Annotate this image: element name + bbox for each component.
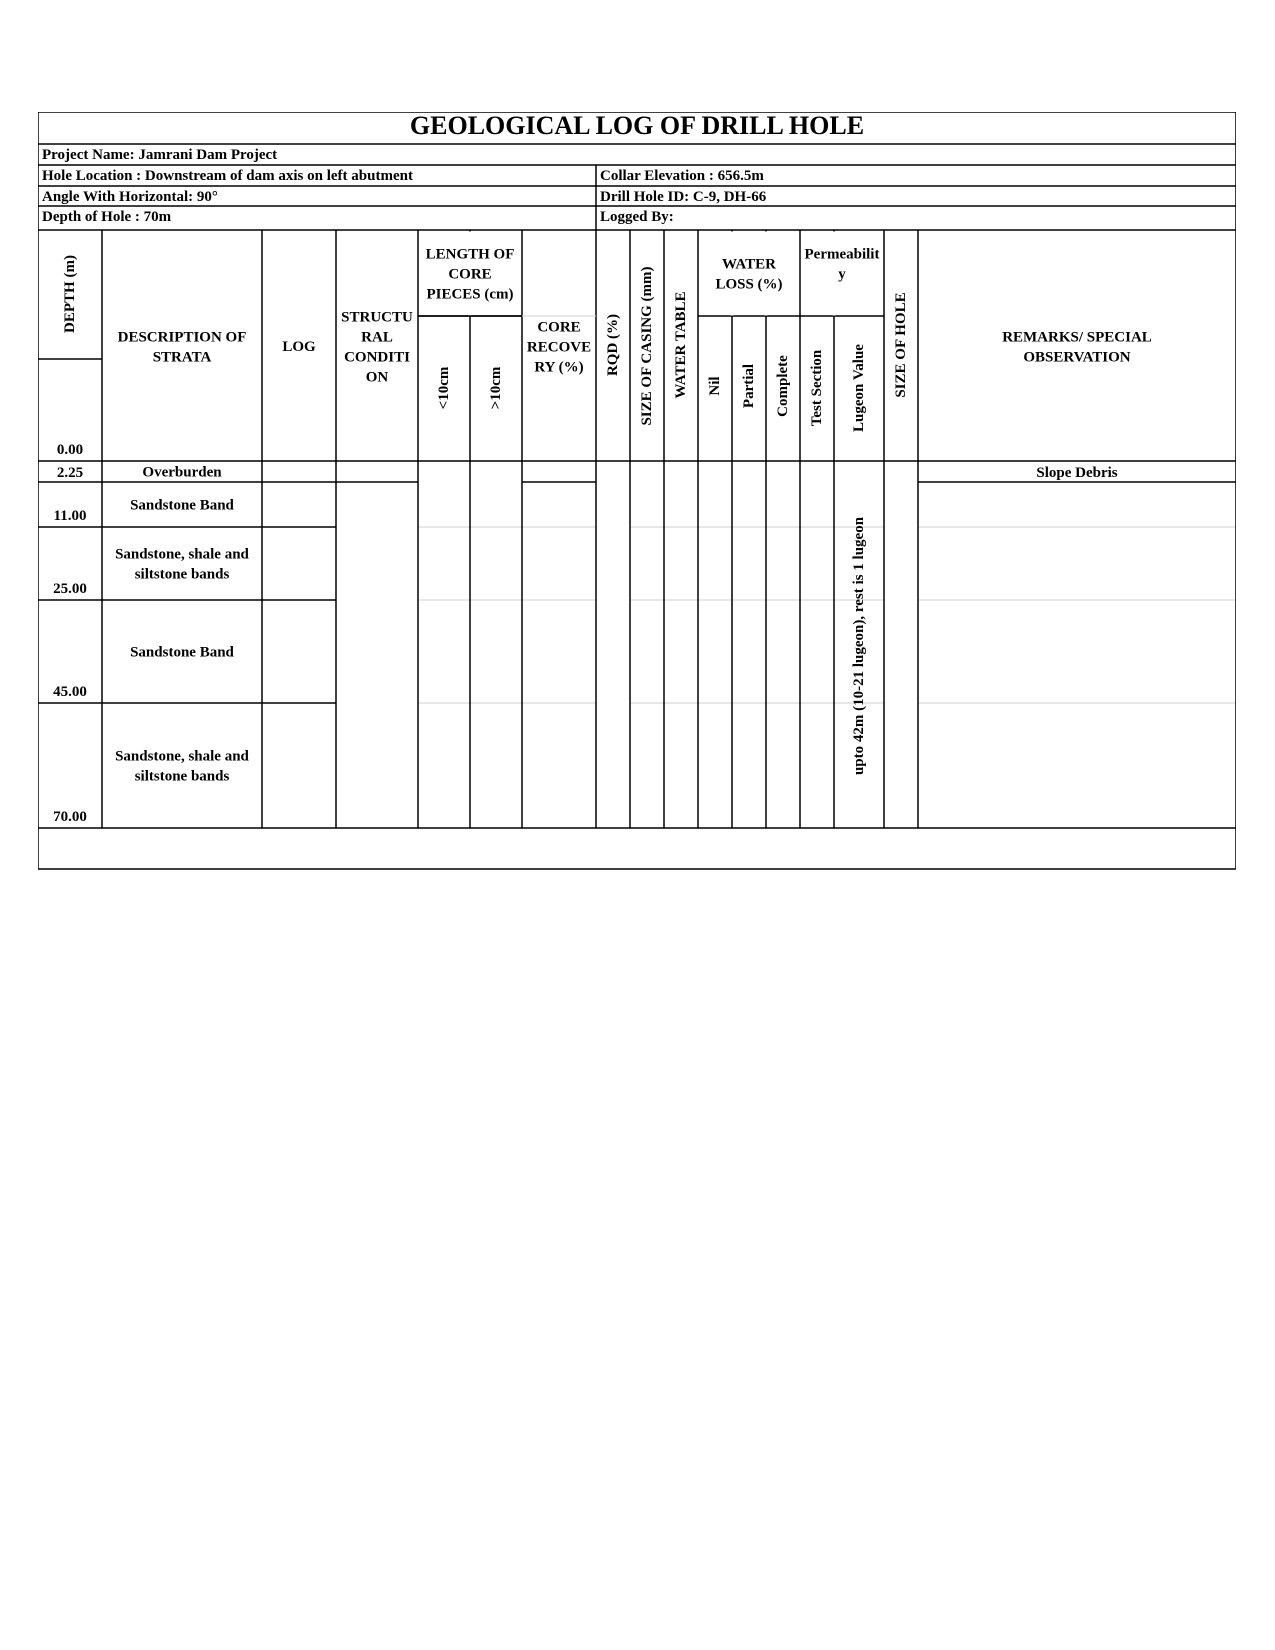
header-test-section: Test Section	[809, 349, 825, 427]
header-depth: DEPTH (m)	[62, 255, 78, 333]
depth-value: 2.25	[56, 465, 84, 481]
header-description-line: STRATA	[152, 349, 212, 366]
logged-by: Logged By:	[600, 209, 674, 225]
header-core-recovery-line: CORE	[537, 319, 581, 336]
drill-log-sheet	[38, 112, 1236, 914]
header-water-table: WATER TABLE	[673, 291, 689, 399]
collar-elevation: Collar Elevation : 656.5m	[600, 168, 764, 184]
header-length-core-line: CORE	[448, 266, 492, 283]
header-permeability-line: y	[838, 266, 846, 283]
strata-description: Sandstone Band	[130, 497, 234, 514]
header-length-core-line: PIECES (cm)	[426, 286, 514, 303]
depth-value: 45.00	[53, 684, 87, 700]
header-remarks-line: REMARKS/ SPECIAL	[1002, 329, 1152, 346]
header-core-recovery-line: RECOVE	[526, 339, 592, 356]
header-casing: SIZE OF CASING (mm)	[639, 266, 655, 426]
depth-start: 0.00	[56, 442, 84, 458]
lugeon-note: upto 42m (10-21 lugeon), rest is 1 lugeon	[851, 516, 867, 776]
header-gt10: >10cm	[488, 366, 504, 410]
header-size-hole: SIZE OF HOLE	[893, 292, 909, 398]
header-structural-line: ON	[365, 369, 389, 386]
angle-horizontal: Angle With Horizontal: 90°	[42, 189, 218, 205]
page-title: GEOLOGICAL LOG OF DRILL HOLE	[409, 112, 865, 140]
header-water-loss-line: LOSS (%)	[715, 276, 783, 293]
header-remarks-line: OBSERVATION	[1023, 349, 1131, 366]
strata-description: Sandstone, shale and	[115, 748, 249, 765]
header-structural-line: STRUCTU	[341, 309, 413, 326]
drill-hole-id: Drill Hole ID: C-9, DH-66	[600, 189, 767, 205]
header-structural-line: CONDITI	[344, 349, 410, 366]
header-water-loss-line: WATER	[722, 256, 776, 273]
header-structural-line: RAL	[361, 329, 393, 346]
depth-value: 11.00	[53, 508, 87, 524]
header-rqd: RQD (%)	[605, 313, 621, 377]
remark-slope-debris: Slope Debris	[1036, 465, 1118, 481]
strata-description: Sandstone, shale and	[115, 546, 249, 563]
project-name: Project Name: Jamrani Dam Project	[42, 147, 278, 163]
depth-of-hole: Depth of Hole : 70m	[42, 209, 172, 225]
header-permeability-line: Permeabilit	[804, 246, 880, 263]
strata-description: siltstone bands	[134, 768, 230, 785]
header-lt10: <10cm	[436, 366, 452, 410]
depth-value: 25.00	[53, 581, 87, 597]
header-description-line: DESCRIPTION OF	[117, 329, 247, 346]
header-partial: Partial	[741, 363, 757, 409]
strata-description: Overburden	[142, 464, 222, 481]
hole-location: Hole Location : Downstream of dam axis on left abutment	[42, 168, 413, 184]
header-length-core-line: LENGTH OF	[425, 246, 515, 263]
strata-description: siltstone bands	[134, 566, 230, 583]
header-log: LOG	[282, 339, 316, 355]
depth-value: 70.00	[53, 809, 87, 825]
header-core-recovery-line: RY (%)	[534, 359, 584, 376]
header-nil: Nil	[707, 376, 723, 396]
drill-log-table	[38, 112, 1236, 914]
header-complete: Complete	[775, 355, 791, 417]
strata-description: Sandstone Band	[130, 644, 234, 661]
header-lugeon: Lugeon Value	[851, 344, 867, 432]
